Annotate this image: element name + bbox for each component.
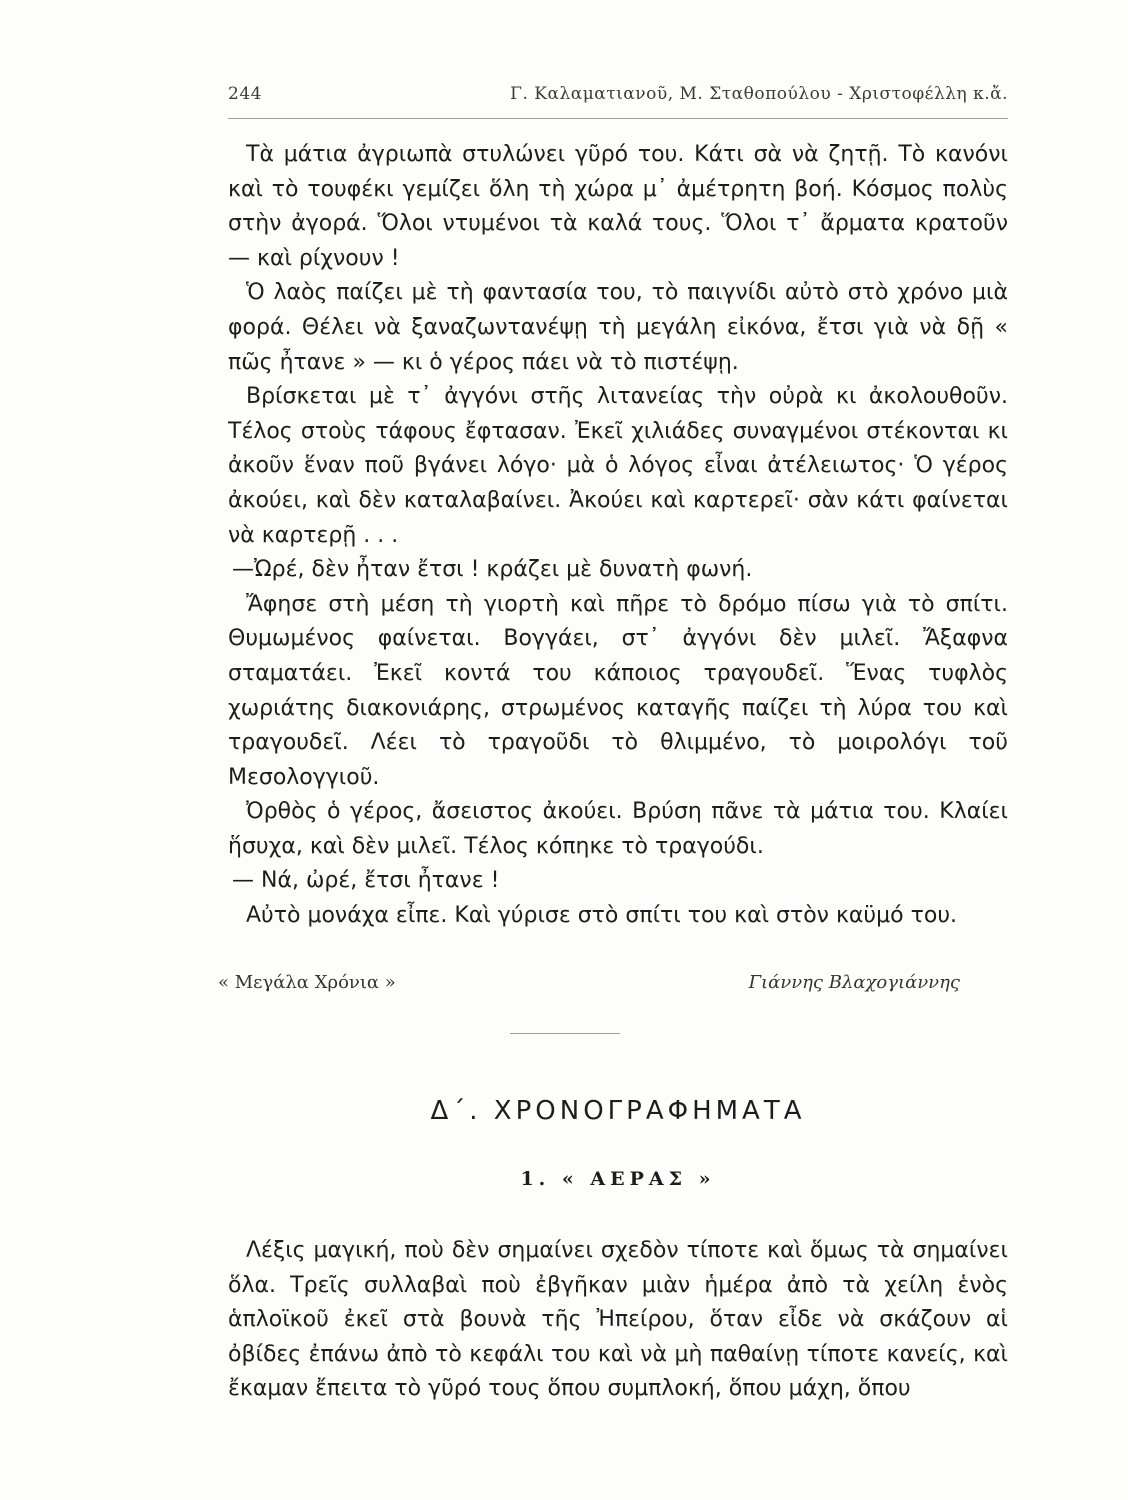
story-paragraph: Ὀρθὸς ὁ γέρος, ἄσειστος ἀκούει. Βρύση πᾶνε τὰ μάτια του. Κλαίει ἥσυχα, καὶ δὲν μιλεῖ. Τέλος κόπηκε τὸ τραγούδι. (228, 799, 1008, 859)
section-title: Δ΄. ΧΡΟΝΟΓΡΑΦΗΜΑΤΑ (430, 1096, 806, 1126)
page-number: 244 (228, 84, 262, 104)
story-text (228, 138, 1008, 934)
source-title: « Μεγάλα Χρόνια » (218, 972, 396, 993)
running-title: Γ. Καλαματιανοῦ, Μ. Σταθοπούλου - Χριστοφέλλη κ.ἄ. (510, 84, 1008, 104)
story-dialogue: — Νά, ὠρέ, ἔτσι ἦτανε ! (232, 868, 500, 894)
story-dialogue: —Ὠρέ, δὲν ἦταν ἔτσι ! κράζει μὲ δυνατὴ φωνή. (232, 557, 753, 583)
page-header (228, 84, 1008, 112)
story-paragraph: Αὐτὸ μονάχα εἶπε. Καὶ γύρισε στὸ σπίτι του καὶ στὸν καϋμό του. (246, 903, 958, 929)
story-paragraph: Ἄφησε στὴ μέση τὴ γιορτὴ καὶ πῆρε τὸ δρόμο πίσω γιὰ τὸ σπίτι. Θυμωμένος φαίνεται. Βογγάει, στ᾿ ἀγγόνι δὲν μιλεῖ. Ἄξαφνα σταματάει. Ἐκεῖ κοντά του κάποιος τραγουδεῖ. Ἕνας τυφλὸς χωριάτης διακονιάρης, στρωμένος καταγῆς παίζει τὴ λύρα του καὶ τραγουδεῖ. Λέει τὸ τραγοῦδι τὸ θλιμμένο, τὸ μοιρολόγι τοῦ Μεσολογγιοῦ. (228, 591, 1008, 790)
story-paragraph: Ὁ λαὸς παίζει μὲ τὴ φαντασία του, τὸ παιγνίδι αὐτὸ στὸ χρόνο μιὰ φορά. Θέλει νὰ ξαναζωντανέψῃ τὴ μεγάλη εἰκόνα, ἔτσι γιὰ νὰ δῇ « πῶς ἦτανε » — κι ὁ γέρος πάει νὰ τὸ πιστέψῃ. (228, 280, 1008, 375)
header-rule (228, 118, 1008, 119)
section-paragraph: Λέξις μαγική, ποὺ δὲν σημαίνει σχεδὸν τίποτε καὶ ὅμως τὰ σημαίνει ὅλα. Τρεῖς συλλαβαὶ ποὺ ἐβγῆκαν μιὰν ἡμέρα ἀπὸ τὰ χείλη ἑνὸς ἁπλοϊκοῦ ἐκεῖ στὰ βουνὰ τῆς Ἠπείρου, ὅταν εἶδε νὰ σκάζουν αἱ ὀβίδες ἐπάνω ἀπὸ τὸ κεφάλι του καὶ νὰ μὴ παθαίνῃ τίποτε κανείς, καὶ ἔκαμαν ἔπειτα τὸ γῦρό τους ὅπου συμπλοκή, ὅπου μάχη, ὅπου (228, 1238, 1008, 1402)
subsection-title: 1. « ΑΕΡΑΣ » (520, 1168, 716, 1190)
section-divider (510, 1033, 620, 1034)
story-paragraph: Βρίσκεται μὲ τ᾿ ἀγγόνι στῆς λιτανείας τὴν οὐρὰ κι ἀκολουθοῦν. Τέλος στοὺς τάφους ἔφτασαν. Ἐκεῖ χιλιάδες συναγμένοι στέκονται κι ἀκοῦν ἕναν ποῦ βγάνει λόγο· μὰ ὁ λόγος εἶναι ἀτέλειωτος· Ὁ γέρος ἀκούει, καὶ δὲν καταλαβαίνει. Ἀκούει καὶ καρτερεῖ· σὰν κάτι φαίνεται νὰ καρτερῇ . . . (228, 384, 1008, 548)
story-signoff (218, 972, 960, 1002)
author-name: Γιάννης Βλαχογιάννης (748, 972, 960, 993)
section-text (228, 1234, 1008, 1407)
story-paragraph: Τὰ μάτια ἀγριωπὰ στυλώνει γῦρό του. Κάτι σὰ νὰ ζητῇ. Τὸ κανόνι καὶ τὸ τουφέκι γεμίζει ὅλη τὴ χώρα μ᾿ ἀμέτρητη βοή. Κόσμος πολὺς στὴν ἀγορά. Ὅλοι ντυμένοι τὰ καλά τους. Ὅλοι τ᾿ ἄρματα κρατοῦν — καὶ ρίχνουν ! (228, 142, 1008, 271)
